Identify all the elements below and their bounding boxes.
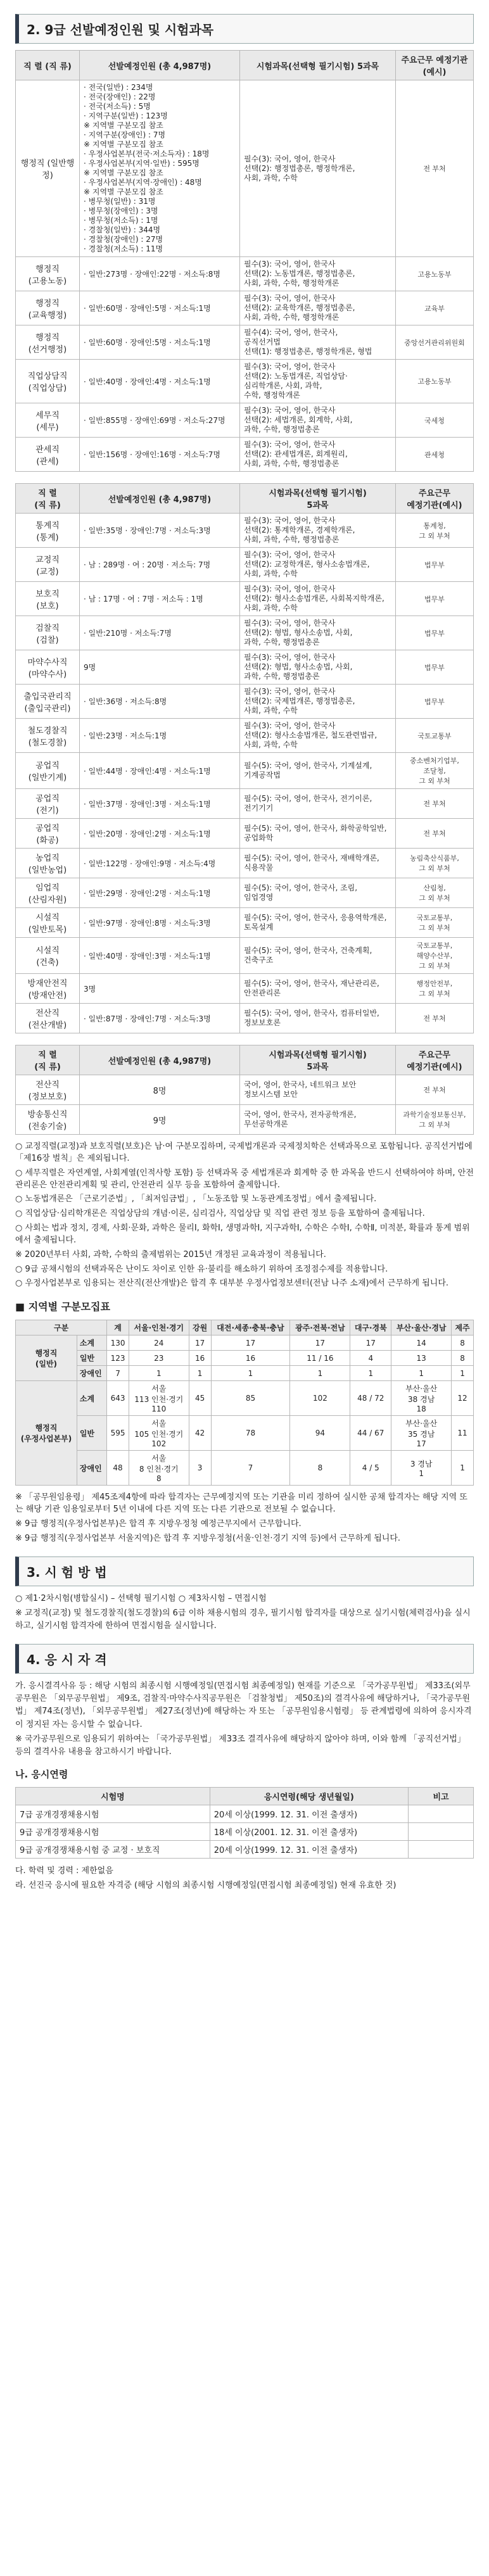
agency-cell: 행정안전부, 그 외 부처 <box>396 974 474 1004</box>
pos-item: ※ 지역별 구분모집 참조 <box>84 168 163 177</box>
subjects-cell: 필수(5): 국어, 영어, 한국사, 전기이론, 전기기기 <box>240 789 396 819</box>
cell: 8 <box>452 1351 474 1366</box>
agency-cell: 법무부 <box>396 548 474 582</box>
subjects-cell: 필수(3): 국어, 영어, 한국사 선택(2): 교육학개론, 행정법총론, 사회, 과학, 수학, 행정학개론 <box>240 291 396 325</box>
rank-cell: 방송통신직 (전송기술) <box>16 1105 80 1135</box>
agency-cell: 국토교통부 <box>396 719 474 753</box>
pos-item: · 지역구분(일반) : 123명 <box>84 111 168 120</box>
exam-age: 18세 이상(2001. 12. 31. 이전 출생자) <box>210 1822 408 1840</box>
note: ○ 9급 공채시험의 선택과목은 난이도 차이로 인한 유·불리를 해소하기 위하여 조정점수제를 적용합니다. <box>15 1264 388 1274</box>
cell: 4 <box>350 1351 391 1366</box>
rank-cell: 통계직 (통계) <box>16 514 80 548</box>
th-note: 비고 <box>409 1787 474 1805</box>
subjects-cell: 필수(3): 국어, 영어, 한국사 선택(2): 형사소송법개론, 철도관련법규, 사회, 과학, 수학 <box>240 719 396 753</box>
agency-cell: 전 부처 <box>396 789 474 819</box>
positions-cell: · 일반:29명 · 장애인:2명 · 저소득:1명 <box>80 878 240 908</box>
th-rank: 직 렬 (직 류) <box>16 51 80 80</box>
positions-cell <box>80 80 240 257</box>
subjects-cell: 필수(5): 국어, 영어, 한국사, 화학공학일반, 공업화학 <box>240 819 396 849</box>
footnote: ※ 9급 행정직(우정사업본부)은 합격 후 지방우정청 예정근무지에서 근무합니다. <box>15 1518 302 1529</box>
cell: 1 <box>189 1366 211 1381</box>
regional-stats-table <box>15 1320 474 1486</box>
subjects-cell: 필수(5): 국어, 영어, 한국사, 재난관리론, 안전관리론 <box>240 974 396 1004</box>
th-daejeon: 대전·세종·충북·충남 <box>211 1320 290 1335</box>
pos-item: · 전국(장애인) : 22명 <box>84 92 156 101</box>
positions-cell: · 일반:36명 · 저소득:8명 <box>80 685 240 719</box>
rank-cell: 행정직 (교육행정) <box>16 291 80 325</box>
subjects-cell: 필수(5): 국어, 영어, 한국사, 기계설계, 기계공작법 <box>240 753 396 789</box>
cell-part: 경남 17 <box>416 1430 435 1449</box>
table-row <box>16 616 474 650</box>
note: ※ 2020년부터 사회, 과학, 수학의 출제범위는 2015년 개정된 교육과정이 적용됩니다. <box>15 1249 326 1260</box>
agency-cell: 전 부처 <box>396 80 474 257</box>
rank-cell: 공업직 (화공) <box>16 819 80 849</box>
table-row <box>16 849 474 878</box>
rank-cell: 전산직 (전산개발) <box>16 1004 80 1033</box>
table-row <box>16 360 474 403</box>
th-jeju: 제주 <box>452 1320 474 1335</box>
th-subjects: 시험과목(선택형 필기시험) 5과목 <box>240 484 396 514</box>
cell: 11 <box>452 1416 474 1451</box>
cell: 11 / 16 <box>290 1351 350 1366</box>
positions-cell: 9명 <box>80 1105 240 1135</box>
table-row <box>16 1805 474 1822</box>
th-seoul: 서울·인천·경기 <box>129 1320 189 1335</box>
cell-part: 67 <box>374 1429 384 1438</box>
subjects-cell: 필수(3): 국어, 영어, 한국사 선택(2): 국제법개론, 행정법총론, 사회, 과학, 수학 <box>240 685 396 719</box>
cell: 16 <box>189 1351 211 1366</box>
rank-cell: 임업직 (산림자원) <box>16 878 80 908</box>
cell: 102 <box>290 1381 350 1416</box>
pos-item: · 경찰청(장애인) : 27명 <box>84 235 163 244</box>
section3-body <box>15 1593 474 1632</box>
table-row <box>16 819 474 849</box>
agency-cell: 법무부 <box>396 685 474 719</box>
cell: 16 <box>211 1351 290 1366</box>
agency-cell: 법무부 <box>396 616 474 650</box>
positions-cell: 8명 <box>80 1075 240 1105</box>
positions-cell: · 일반:87명 · 장애인:7명 · 저소득:3명 <box>80 1004 240 1033</box>
positions-cell: · 남 : 17명 · 여 : 7명 · 저소득 : 1명 <box>80 582 240 616</box>
cell: 48 <box>107 1451 129 1486</box>
cell: 595 <box>107 1416 129 1451</box>
th-agency: 주요근무 예정기관(예시) <box>396 51 474 80</box>
stats-title: ■ 지역별 구분모집표 <box>15 1301 110 1313</box>
table-9급-2 <box>15 483 474 1033</box>
cell <box>129 1381 189 1416</box>
cell-part: 서울 105 <box>134 1419 167 1439</box>
subjects-cell: 국어, 영어, 한국사, 전자공학개론, 무선공학개론 <box>240 1105 396 1135</box>
positions-cell: · 남 : 289명 · 여 : 20명 · 저소득: 7명 <box>80 548 240 582</box>
note: ○ 우정사업본부로 임용되는 전산직(전산개발)은 합격 후 대부분 우정사업정보센터(전남 나주 소재)에서 근무하게 됩니다. <box>15 1279 449 1289</box>
row-label: 소계 <box>77 1335 106 1351</box>
cell-part: 서울 113 <box>134 1384 167 1405</box>
subjects-cell: 필수(3): 국어, 영어, 한국사 선택(2): 형사소송법개론, 사회복지학개론, 사회, 과학, 수학 <box>240 582 396 616</box>
cell: 4 / 5 <box>350 1451 391 1486</box>
pos-item: · 병무청(일반) : 31명 <box>84 197 156 206</box>
table-row <box>16 753 474 789</box>
subjects-cell: 필수(3): 국어, 영어, 한국사 선택(2): 통계학개론, 경제학개론, 사회, 과학, 수학, 행정법총론 <box>240 514 396 548</box>
positions-cell: · 일반:44명 · 장애인:4명 · 저소득:1명 <box>80 753 240 789</box>
cell-part: 11 <box>307 1353 317 1363</box>
cell: 94 <box>290 1416 350 1451</box>
agency-cell: 통계청, 그 외 부처 <box>396 514 474 548</box>
table-row <box>16 548 474 582</box>
positions-cell: · 일반:97명 · 장애인:8명 · 저소득:3명 <box>80 908 240 938</box>
th-gangwon: 강원 <box>189 1320 211 1335</box>
positions-cell: 9명 <box>80 650 240 685</box>
subjects-cell: 필수(3): 국어, 영어, 한국사 선택(2): 노동법개론, 직업상담· 심리학개론, 사회, 과학, 수학, 행정학개론 <box>240 360 396 403</box>
stats-row <box>16 1335 474 1351</box>
note: ○ 세무직렬은 자연계열, 사회계열(인적사항 포함) 등 선택과목 중 세법개론과 회계학 중 한 과목을 반드시 선택하여야 하며, 안전관리론은 안전관리계획 및 관리, 안전관리 실무 등을 포함하여 출제합니다. <box>15 1168 474 1190</box>
rank-cell: 행정직 (고용노동) <box>16 257 80 291</box>
section4-paragraph: ※ 국가공무원으로 임용되기 위하여는 「국가공무원법」 제33조 결격사유에 해당하지 않아야 하며, 이와 함께 「공직선거법」 등의 결격사유 내용을 참고하시기 바랍니다. <box>15 1734 466 1757</box>
rank-cell: 공업직 (일반기계) <box>16 753 80 789</box>
section3-line: ○ 제1·2차시험(병합실시) – 선택형 필기시험 ○ 제3차시험 – 면접시험 <box>15 1593 267 1603</box>
table-row <box>16 582 474 616</box>
th-daegu: 대구·경북 <box>350 1320 391 1335</box>
cell: 42 <box>189 1416 211 1451</box>
subjects-cell: 필수(5): 국어, 영어, 한국사, 재배학개론, 식용작물 <box>240 849 396 878</box>
subjects-cell: 필수(4): 국어, 영어, 한국사, 공직선거법 선택(1): 행정법총론, 행정학개론, 형법 <box>240 325 396 360</box>
agency-cell: 국토교통부, 해양수산부, 그 외 부처 <box>396 938 474 974</box>
exam-name: 7급 공개경쟁채용시험 <box>16 1805 210 1822</box>
th-age: 응시연령(해당 생년월일) <box>210 1787 408 1805</box>
subjects-cell: 필수(5): 국어, 영어, 한국사, 컴퓨터일반, 정보보호론 <box>240 1004 396 1033</box>
th-division: 구분 <box>16 1320 107 1335</box>
table-row <box>16 1822 474 1840</box>
cell: 7 <box>107 1366 129 1381</box>
stats-row <box>16 1416 474 1451</box>
cell: 123 <box>107 1351 129 1366</box>
cell-part: 48 <box>357 1394 367 1403</box>
exam-age: 20세 이상(1999. 12. 31. 이전 출생자) <box>210 1805 408 1822</box>
exam-name: 9급 공개경쟁채용시험 중 교정 · 보호직 <box>16 1840 210 1858</box>
positions-cell: · 일반:122명 · 장애인:9명 · 저소득:4명 <box>80 849 240 878</box>
cell: 23 <box>129 1351 189 1366</box>
cell-part: 5 <box>374 1463 379 1473</box>
agency-cell: 법무부 <box>396 582 474 616</box>
exam-note <box>409 1840 474 1858</box>
cell: 13 <box>391 1351 452 1366</box>
group-label: 행정직 (우정사업본부) <box>16 1381 77 1486</box>
cell <box>391 1451 452 1486</box>
agency-cell: 국토교통부, 그 외 부처 <box>396 908 474 938</box>
section4-tail <box>15 1865 474 1892</box>
positions-list <box>84 83 236 254</box>
subjects-cell: 국어, 영어, 한국사, 네트워크 보안 정보시스템 보안 <box>240 1075 396 1105</box>
positions-cell: · 일반:40명 · 장애인:3명 · 저소득:1명 <box>80 938 240 974</box>
agency-cell: 전 부처 <box>396 1004 474 1033</box>
cell: 12 <box>452 1381 474 1416</box>
th-positions: 선발예정인원 (총 4,987명) <box>80 1045 240 1075</box>
rank-cell: 검찰직 (검찰) <box>16 616 80 650</box>
agency-cell: 국세청 <box>396 403 474 438</box>
cell <box>129 1451 189 1486</box>
agency-cell: 농림축산식품부, 그 외 부처 <box>396 849 474 878</box>
table-row <box>16 438 474 472</box>
agency-cell: 교육부 <box>396 291 474 325</box>
footnote: ※ 9급 행정직(우정사업본부 서울지역)은 합격 후 지방우정청(서울·인천·경기 지역 등)에서 근무하게 됩니다. <box>15 1533 401 1543</box>
exam-note <box>409 1805 474 1822</box>
cell <box>391 1381 452 1416</box>
pos-item: ※ 지역별 구분모집 참조 <box>84 187 163 196</box>
th-subjects: 시험과목(선택형 필기시험) 5과목 <box>240 1045 396 1075</box>
rank-cell: 철도경찰직 (철도경찰) <box>16 719 80 753</box>
pos-item: · 경찰청(일반) : 344명 <box>84 225 161 234</box>
cell: 8 <box>290 1451 350 1486</box>
education-line: 다. 학력 및 경력 : 제한없음 <box>15 1866 113 1876</box>
extra-line: 라. 선진국 응시에 필요한 자격증 (해당 시험의 최종시험 시행예정일(면접시험 최종예정일) 현재 유효한 것) <box>15 1881 397 1891</box>
rank-cell: 교정직 (교정) <box>16 548 80 582</box>
cell-part: 서울 8 <box>139 1454 167 1474</box>
cell-part: 부산·울산 35 <box>405 1419 438 1439</box>
positions-cell: · 일반:273명 · 장애인:22명 · 저소득:8명 <box>80 257 240 291</box>
th-positions: 선발예정인원 (총 4,987명) <box>80 484 240 514</box>
positions-cell: · 일반:20명 · 장애인:2명 · 저소득:1명 <box>80 819 240 849</box>
table-row <box>16 650 474 685</box>
rank-cell: 방재안전직 (방재안전) <box>16 974 80 1004</box>
pos-item: · 우정사업본부(지역·장애인) : 48명 <box>84 178 202 187</box>
cell: 1 <box>211 1366 290 1381</box>
rank-cell: 행정직 (선거행정) <box>16 325 80 360</box>
section4-body <box>15 1680 474 1758</box>
section3-line: ※ 교정직(교정) 및 철도경찰직(철도경찰)의 6급 이하 채용시험의 경우, 필기시험 합격자를 대상으로 실기시험(체력검사)을 실시하고, 실기시험 합격자에 한하여 면접시험을 실시합니다. <box>15 1608 471 1631</box>
table-row <box>16 938 474 974</box>
section2-notes <box>15 1141 474 1290</box>
cell: 17 <box>211 1335 290 1351</box>
pos-item: · 전국(저소득) : 5명 <box>84 102 151 111</box>
row-label: 일반 <box>77 1351 106 1366</box>
table-row <box>16 257 474 291</box>
age-table <box>15 1787 474 1859</box>
rank-cell: 공업직 (전기) <box>16 789 80 819</box>
pos-item: · 병무청(장애인) : 3명 <box>84 206 158 215</box>
stats-row <box>16 1351 474 1366</box>
table-row <box>16 1840 474 1858</box>
exam-note <box>409 1822 474 1840</box>
cell: 17 <box>290 1335 350 1351</box>
cell-part: 72 <box>374 1394 384 1403</box>
rank-cell: 전산직 (정보보호) <box>16 1075 80 1105</box>
positions-cell: · 일반:60명 · 장애인:5명 · 저소득:1명 <box>80 325 240 360</box>
section4-title: 4. 응 시 자 격 <box>15 1644 474 1674</box>
cell: 17 <box>189 1335 211 1351</box>
row-label: 장애인 <box>77 1366 106 1381</box>
stats-row <box>16 1381 474 1416</box>
pos-item: · 지역구분(장애인) : 7명 <box>84 130 166 139</box>
agency-cell: 전 부처 <box>396 1075 474 1105</box>
cell: 17 <box>350 1335 391 1351</box>
table-row <box>16 403 474 438</box>
cell-part: 16 <box>324 1353 334 1363</box>
subjects-cell: 필수(5): 국어, 영어, 한국사, 조림, 임업경영 <box>240 878 396 908</box>
agency-cell: 과학기술정보통신부, 그 외 부처 <box>396 1105 474 1135</box>
table-row <box>16 80 474 257</box>
positions-cell: · 일반:23명 · 저소득:1명 <box>80 719 240 753</box>
cell: 78 <box>211 1416 290 1451</box>
cell: 1 <box>290 1366 350 1381</box>
agency-cell: 법무부 <box>396 650 474 685</box>
rank-cell: 출입국관리직 (출입국관리) <box>16 685 80 719</box>
cell-part: 인천·경기 102 <box>151 1430 184 1449</box>
positions-cell: · 일반:35명 · 장애인:7명 · 저소득:3명 <box>80 514 240 548</box>
cell: 1 <box>391 1366 452 1381</box>
subjects-cell: 필수(3): 국어, 영어, 한국사 선택(2): 형법, 형사소송법, 사회, 과학, 수학, 행정법총론 <box>240 650 396 685</box>
cell: 45 <box>189 1381 211 1416</box>
th-total: 계 <box>107 1320 129 1335</box>
pos-item: · 경찰청(저소득) : 11명 <box>84 244 163 253</box>
rank-cell: 직업상담직 (직업상담) <box>16 360 80 403</box>
cell: 44 / 67 <box>350 1416 391 1451</box>
section2-title: 2. 9급 선발예정인원 및 시험과목 <box>15 14 474 44</box>
cell: 14 <box>391 1335 452 1351</box>
section3-title: 3. 시 험 방 법 <box>15 1556 474 1586</box>
rank-cell: 관세직 (관세) <box>16 438 80 472</box>
table-row <box>16 878 474 908</box>
th-rank: 직 렬 (직 류) <box>16 484 80 514</box>
table-row <box>16 325 474 360</box>
subjects-cell: 필수(3): 국어, 영어, 한국사 선택(2): 관세법개론, 회계원리, 사회, 과학, 수학, 행정법총론 <box>240 438 396 472</box>
th-agency: 주요근무 예정기관(예시) <box>396 484 474 514</box>
table-row <box>16 1004 474 1033</box>
rank-cell: 농업직 (일반농업) <box>16 849 80 878</box>
positions-cell: · 일반:40명 · 장애인:4명 · 저소득:1명 <box>80 360 240 403</box>
cell-part: 인천·경기 110 <box>151 1395 184 1414</box>
rank-cell: 시설직 (일반토목) <box>16 908 80 938</box>
stats-footnotes <box>15 1492 474 1544</box>
positions-cell: · 일반:855명 · 장애인:69명 · 저소득:27명 <box>80 403 240 438</box>
rank-cell: 보호직 (보호) <box>16 582 80 616</box>
cell-part: 3 <box>410 1459 416 1468</box>
stats-row <box>16 1366 474 1381</box>
note: ○ 사회는 법과 정치, 경제, 사회·문화, 과학은 물리Ⅰ, 화학Ⅰ, 생명과학Ⅰ, 지구과학Ⅰ, 수학은 수학Ⅰ, 수학Ⅱ, 미적분, 확률과 통계 범위에서 출제됩니다. <box>15 1223 470 1245</box>
positions-cell: · 일반:60명 · 장애인:5명 · 저소득:1명 <box>80 291 240 325</box>
table-row <box>16 719 474 753</box>
cell-part: 부산·울산 38 <box>405 1384 438 1405</box>
subjects-cell: 필수(3): 국어, 영어, 한국사 선택(2): 노동법개론, 행정법총론, 사회, 과학, 수학, 행정학개론 <box>240 257 396 291</box>
exam-age: 20세 이상(1999. 12. 31. 이전 출생자) <box>210 1840 408 1858</box>
pos-item: · 병무청(저소득) : 1명 <box>84 216 158 225</box>
footnote: ※ 「공무원임용령」 제45조제4항에 따라 합격자는 근무예정지역 또는 기관을 미리 정하여 실시한 공채 합격자는 해당 지역 또는 해당 기관 임용일로부터 5년 이내에 다른 지역 또는 다른 기관으로 전보될 수 없습니다. <box>15 1493 467 1515</box>
rank-cell: 행정직 (일반행정) <box>16 80 80 257</box>
th-subjects: 시험과목(선택형 필기시험) 5과목 <box>240 51 396 80</box>
table-row <box>16 514 474 548</box>
positions-cell: 3명 <box>80 974 240 1004</box>
cell: 48 / 72 <box>350 1381 391 1416</box>
table-row <box>16 908 474 938</box>
subjects-cell: 필수(3): 국어, 영어, 한국사 선택(2): 교정학개론, 형사소송법개론, 사회, 과학, 수학 <box>240 548 396 582</box>
exam-name: 9급 공개경쟁채용시험 <box>16 1822 210 1840</box>
table-row <box>16 291 474 325</box>
cell-part: 44 <box>357 1429 367 1438</box>
agency-cell: 전 부처 <box>396 819 474 849</box>
cell: 1 <box>452 1451 474 1486</box>
cell: 1 <box>350 1366 391 1381</box>
note: ○ 직업상담·심리학개론은 직업상담의 개념·이론, 심리검사, 직업상담 및 직업 관련 정보 등을 포함하여 출제됩니다. <box>15 1209 425 1219</box>
cell: 24 <box>129 1335 189 1351</box>
th-busan: 부산·울산·경남 <box>391 1320 452 1335</box>
th-gwangju: 광주·전북·전남 <box>290 1320 350 1335</box>
age-title: 나. 응시연령 <box>15 1768 68 1780</box>
agency-cell: 고용노동부 <box>396 257 474 291</box>
agency-cell: 관세청 <box>396 438 474 472</box>
positions-cell: · 일반:210명 · 저소득:7명 <box>80 616 240 650</box>
cell: 130 <box>107 1335 129 1351</box>
row-label: 소계 <box>77 1381 106 1416</box>
table-row <box>16 1075 474 1105</box>
cell-part: 경남 1 <box>417 1459 433 1478</box>
cell: 1 <box>129 1366 189 1381</box>
table-9급-1 <box>15 50 474 472</box>
cell: 1 <box>452 1366 474 1381</box>
agency-cell: 산림청, 그 외 부처 <box>396 878 474 908</box>
cell <box>391 1416 452 1451</box>
cell: 85 <box>211 1381 290 1416</box>
subjects-cell: 필수(5): 국어, 영어, 한국사, 응용역학개론, 토목설계 <box>240 908 396 938</box>
pos-item: · 전국(일반) : 234명 <box>84 83 153 92</box>
positions-cell: · 일반:37명 · 장애인:3명 · 저소득:1명 <box>80 789 240 819</box>
cell-part: 인천·경기 8 <box>146 1465 179 1484</box>
table-row <box>16 789 474 819</box>
cell: 7 <box>211 1451 290 1486</box>
agency-cell: 고용노동부 <box>396 360 474 403</box>
pos-item: ※ 지역별 구분모집 참조 <box>84 121 163 130</box>
pos-item: ※ 지역별 구분모집 참조 <box>84 140 163 149</box>
stats-row <box>16 1451 474 1486</box>
row-label: 장애인 <box>77 1451 106 1486</box>
row-label: 일반 <box>77 1416 106 1451</box>
table-row <box>16 685 474 719</box>
rank-cell: 시설직 (건축) <box>16 938 80 974</box>
agency-cell: 중앙선거관리위원회 <box>396 325 474 360</box>
subjects-cell: 필수(3): 국어, 영어, 한국사 선택(2): 형법, 형사소송법, 사회, 과학, 수학, 행정법총론 <box>240 616 396 650</box>
subjects-cell: 필수(3): 국어, 영어, 한국사 선택(2): 행정법총론, 행정학개론, 사회, 과학, 수학 <box>240 80 396 257</box>
note: ○ 노동법개론은 「근로기준법」, 「최저임금법」, 「노동조합 및 노동관계조정법」에서 출제됩니다. <box>15 1194 377 1204</box>
cell: 643 <box>107 1381 129 1416</box>
pos-item: · 우정사업본부(지역·일반) : 595명 <box>84 159 200 168</box>
section4-paragraph: 가. 응시결격사유 등 : 해당 시험의 최종시험 시행예정일(면접시험 최종예정일) 현재를 기준으로 「국가공무원법」 제33조(외무공무원은 「외무공무원법」 제9조, 검찰직·마약수사직공무원은 「검찰청법」 제50조)의 결격사유에 해당하거나, 「국가공무원법」 제74조(정년), 「외무공무원법」 제27조(정년)에 해당하는 자 또는 「공무원임용시험령」 등 관계법령에 의하여 응시자격이 정지된 자는 응시할 수 없습니다. <box>15 1681 472 1729</box>
cell: 8 <box>452 1335 474 1351</box>
th-agency: 주요근무 예정기관(예시) <box>396 1045 474 1075</box>
th-exam: 시험명 <box>16 1787 210 1805</box>
th-positions: 선발예정인원 (총 4,987명) <box>80 51 240 80</box>
subjects-cell: 필수(3): 국어, 영어, 한국사 선택(2): 세법개론, 회계학, 사회, 과학, 수학, 행정법총론 <box>240 403 396 438</box>
cell-part: 4 <box>362 1463 367 1473</box>
pos-item: · 우정사업본부(전국·저소득자) : 18명 <box>84 149 210 158</box>
th-rank: 직 렬 (직 류) <box>16 1045 80 1075</box>
subjects-cell: 필수(5): 국어, 영어, 한국사, 건축계획, 건축구조 <box>240 938 396 974</box>
table-9급-3 <box>15 1045 474 1135</box>
cell: 3 <box>189 1451 211 1486</box>
agency-cell: 중소벤처기업부, 조달청, 그 외 부처 <box>396 753 474 789</box>
table-row <box>16 974 474 1004</box>
table-row <box>16 1105 474 1135</box>
group-label: 행정직 (일반) <box>16 1335 77 1381</box>
cell <box>129 1416 189 1451</box>
positions-cell: · 일반:156명 · 장애인:16명 · 저소득:7명 <box>80 438 240 472</box>
rank-cell: 세무직 (세무) <box>16 403 80 438</box>
note: ○ 교정직렬(교정)과 보호직렬(보호)은 남·여 구분모집하며, 국제법개론과 국제정치학은 선택과목으로 포함됩니다. 공직선거법에 「제16장 벌칙」은 제외됩니다. <box>15 1142 473 1163</box>
rank-cell: 마약수사직 (마약수사) <box>16 650 80 685</box>
cell-part: 경남 18 <box>416 1395 435 1414</box>
